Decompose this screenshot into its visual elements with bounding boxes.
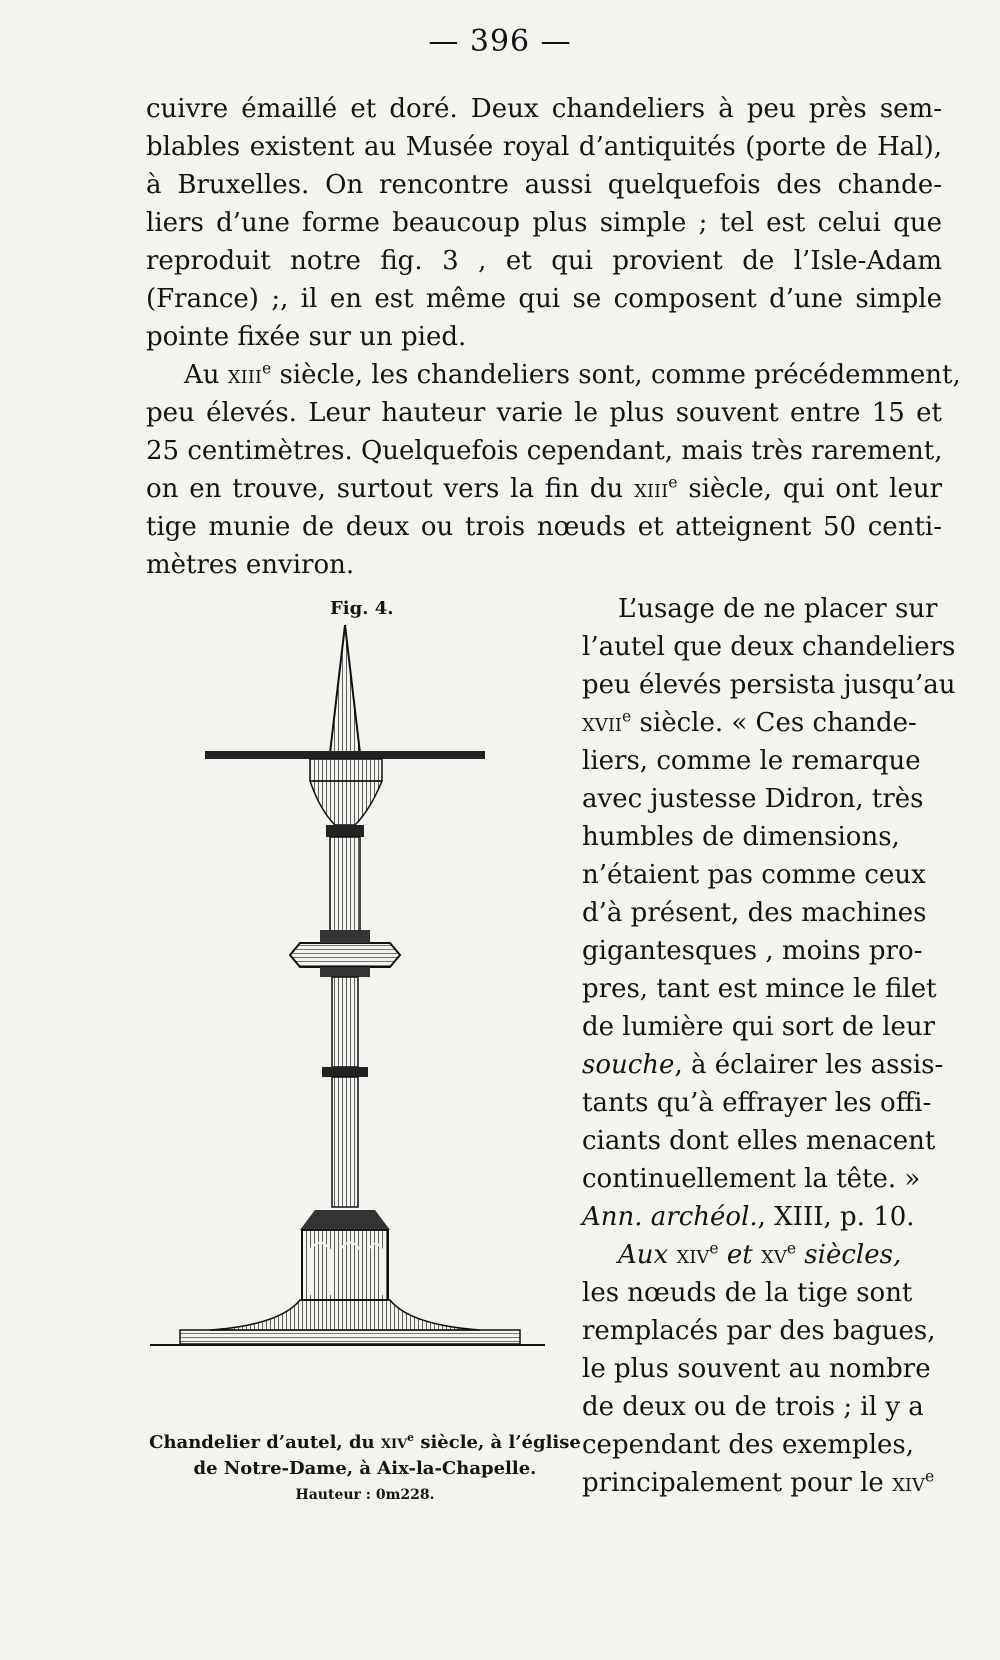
right-column-line: les nœuds de la tige sont [582,1278,913,1308]
right-text-column [582,590,956,1502]
right-column-line: pres, tant est mince le filet [582,974,937,1004]
right-column-line: cependant des exemples, [582,1430,915,1460]
paragraph-1-line: blables existent au Musée royal d’antiquités (porte de Hal), [146,132,942,162]
right-column-line: Ann. archéol., XIII, p. 10. [582,1202,915,1232]
right-column-line: souche, à éclairer les assis- [582,1050,944,1080]
right-column-line: de lumière qui sort de leur [582,1012,936,1042]
right-column-line: L’usage de ne placer sur [618,594,938,624]
right-column-line: d’à présent, des machines [582,898,927,928]
right-column-line: le plus souvent au nombre [582,1354,931,1384]
right-column-line: avec justesse Didron, très [582,784,924,814]
figure-label: Fig. 4. [330,598,394,619]
right-column-line: Aux xiv$^e$ et $xv^e$ siècles, [618,1239,902,1270]
right-column-line: n’étaient pas comme ceux [582,860,926,890]
candlestick-illustration [150,625,580,1420]
paragraph-2-line: Au xiii$^e$ siècle, les chandeliers sont, comme précédemment, [184,359,961,390]
caption-line: Chandelier d’autel, du xiv$^e$ siècle, à l’église [149,1431,581,1453]
paragraph-2-line: tige munie de deux ou trois nœuds et atteignent 50 centi- [146,512,942,542]
paragraph-1-line: reproduit notre fig. 3 , et qui provient de l’Isle-Adam [146,246,942,276]
caption-line: de Notre-Dame, à Aix-la-Chapelle. [193,1458,537,1479]
right-column-line: remplacés par des bagues, [582,1316,936,1346]
right-column-line: ciants dont elles menacent [582,1126,936,1156]
paragraph-2-line: peu élevés. Leur hauteur varie le plus souvent entre 15 et [146,398,942,428]
right-column-line: l’autel que deux chandeliers [582,632,956,662]
page-number: — 396 — [428,24,572,59]
right-column-line: humbles de dimensions, [582,822,900,852]
right-column-line: peu élevés persista jusqu’au [582,670,956,700]
right-column-line: liers, comme le remarque [582,746,921,776]
paragraph-1-line: liers d’une forme beaucoup plus simple ; tel est celui que [146,208,942,238]
right-column-line: gigantesques , moins pro- [582,936,923,966]
top-text-block [146,90,961,584]
paragraph-2-line: 25 centimètres. Quelquefois cependant, mais très rarement, [146,436,943,466]
paragraph-1-line: (France) ;, il en est même qui se composent d’une simple [146,284,942,314]
right-column-line: xvii$^e$ siècle. « Ces chande- [582,707,917,738]
figure-caption [140,1430,590,1508]
paragraph-1-line: à Bruxelles. On rencontre aussi quelquefois des chande- [146,170,942,200]
caption-height: Hauteur : 0m228. [295,1487,435,1503]
right-column-line: continuellement la tête. » [582,1164,921,1194]
right-column-line: tants qu’à effrayer les offi- [582,1088,932,1118]
paragraph-1-line: cuivre émaillé et doré. Deux chandeliers à peu près sem- [146,94,942,124]
right-column-line: de deux ou de trois ; il y a [582,1392,924,1422]
paragraph-2-line: mètres environ. [146,550,355,580]
right-column-line: principalement pour le xiv$^e$ [582,1467,935,1498]
paragraph-2-line: on en trouve, surtout vers la fin du xiii$^e$ siècle, qui ont leur [146,473,943,504]
paragraph-1-line: pointe fixée sur un pied. [146,322,467,352]
